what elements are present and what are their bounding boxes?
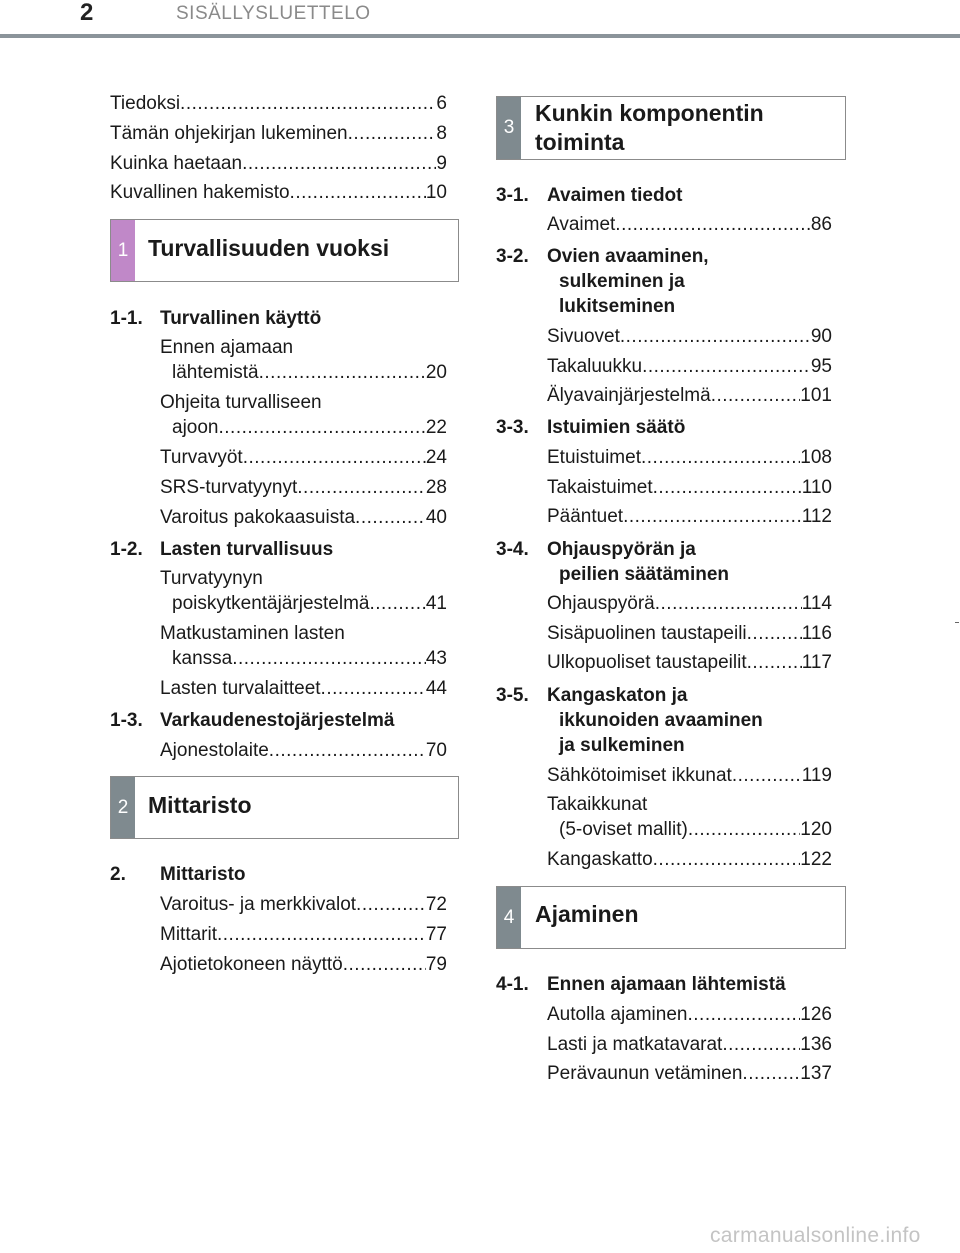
toc-entry[interactable]: Varoitus- ja merkkivalot ..... 72 xyxy=(160,893,447,917)
page-number: 2 xyxy=(80,0,94,26)
toc-entry-line[interactable]: Matkustaminen lasten xyxy=(160,623,345,644)
chapter-title[interactable]: peilien säätäminen xyxy=(559,564,730,585)
chapter-number: 3-4. xyxy=(496,539,529,560)
toc-entry[interactable]: lähtemistä ..... 20 xyxy=(172,361,447,385)
toc-entry[interactable]: Sisäpuolinen taustapeili ..... 116 xyxy=(547,622,832,646)
chapter-title[interactable]: ja sulkeminen xyxy=(559,735,685,756)
section-2-header[interactable] xyxy=(110,776,459,839)
toc-entry[interactable]: SRS-turvatyynyt ..... 28 xyxy=(160,476,447,500)
page-title: SISÄLLYSLUETTELO xyxy=(176,3,371,24)
toc-entry[interactable]: Avaimet ..... 86 xyxy=(547,213,832,237)
chapter-title[interactable]: Lasten turvallisuus xyxy=(160,539,334,560)
section-1-tab: 1 xyxy=(111,220,135,281)
chapter-number: 1-2. xyxy=(110,539,143,560)
toc-entry[interactable]: Ulkopuoliset taustapeilit ..... 117 xyxy=(547,651,832,675)
toc-entry[interactable]: Takaluukku ..... 95 xyxy=(547,355,832,379)
chapter-title[interactable]: Varkaudenestojärjestelmä xyxy=(160,710,395,731)
toc-entry[interactable]: Mittarit ..... 77 xyxy=(160,923,447,947)
toc-entry[interactable]: Takaistuimet ..... 110 xyxy=(547,476,832,500)
toc-entry[interactable]: Varoitus pakokaasuista ..... 40 xyxy=(160,506,447,530)
chapter-title[interactable]: Istuimien säätö xyxy=(547,417,686,438)
section-4-title: Ajaminen xyxy=(535,901,639,927)
toc-entry[interactable]: Ajonestolaite ..... 70 xyxy=(160,739,447,763)
chapter-number: 1-3. xyxy=(110,710,143,731)
chapter-title[interactable]: Ohjauspyörän ja xyxy=(547,539,696,560)
toc-entry[interactable]: ajoon ..... 22 xyxy=(172,416,447,440)
section-3-header[interactable] xyxy=(496,96,846,160)
chapter-title[interactable]: Mittaristo xyxy=(160,864,246,885)
toc-entry[interactable]: Tämän ohjekirjan lukeminen ..... 8 xyxy=(110,122,447,146)
toc-entry[interactable]: Älyavainjärjestelmä ..... 101 xyxy=(547,384,832,408)
toc-entry[interactable]: Pääntuet ..... 112 xyxy=(547,505,832,529)
toc-entry[interactable]: Lasten turvalaitteet ..... 44 xyxy=(160,677,447,701)
section-4-header[interactable] xyxy=(496,886,846,949)
watermark: carmanualsonline.info xyxy=(710,1224,921,1247)
toc-entry-line[interactable]: Ennen ajamaan xyxy=(160,337,294,358)
chapter-title[interactable]: sulkeminen ja xyxy=(559,271,685,292)
toc-entry[interactable]: Kangaskatto ..... 122 xyxy=(547,848,832,872)
chapter-number: 3-3. xyxy=(496,417,529,438)
section-3-title-line1: Kunkin komponentin xyxy=(535,100,764,126)
chapter-title[interactable]: Kangaskaton ja xyxy=(547,685,688,706)
chapter-title[interactable]: Turvallinen käyttö xyxy=(160,308,322,329)
toc-entry[interactable]: Kuinka haetaan ..... 9 xyxy=(110,152,447,176)
section-2-title: Mittaristo xyxy=(148,792,252,818)
chapter-number: 3-1. xyxy=(496,185,529,206)
toc-entry-line[interactable]: Turvatyynyn xyxy=(160,568,263,589)
toc-entry[interactable]: Turvavyöt ..... 24 xyxy=(160,446,447,470)
margin-mark xyxy=(955,622,959,623)
chapter-number: 3-2. xyxy=(496,246,529,267)
toc-entry-line[interactable]: Ohjeita turvalliseen xyxy=(160,392,322,413)
section-1-title: Turvallisuuden vuoksi xyxy=(148,235,390,261)
chapter-number: 3-5. xyxy=(496,685,529,706)
page-header xyxy=(0,0,960,38)
chapter-number: 1-1. xyxy=(110,308,143,329)
toc-entry[interactable]: Autolla ajaminen ..... 126 xyxy=(547,1003,832,1027)
toc-entry[interactable]: Etuistuimet ..... 108 xyxy=(547,446,832,470)
header-rule xyxy=(0,34,960,38)
toc-entry[interactable]: Ajotietokoneen näyttö ..... 79 xyxy=(160,953,447,977)
chapter-title[interactable]: Ennen ajamaan lähtemistä xyxy=(547,974,786,995)
toc-entry[interactable]: Perävaunun vetäminen ..... 137 xyxy=(547,1062,832,1086)
toc-entry[interactable]: poiskytkentäjärjestelmä ..... 41 xyxy=(172,592,447,616)
section-1-header[interactable] xyxy=(110,219,459,282)
toc-entry[interactable]: (5-oviset mallit) ..... 120 xyxy=(559,818,832,842)
chapter-number: 2. xyxy=(110,864,126,885)
section-2-tab: 2 xyxy=(111,777,135,838)
section-3-title-line2: toiminta xyxy=(535,129,625,155)
section-3-tab: 3 xyxy=(497,97,521,159)
toc-entry[interactable]: kanssa ..... 43 xyxy=(172,647,447,671)
toc-entry-line[interactable]: Takaikkunat xyxy=(547,794,648,815)
toc-entry[interactable]: Ohjauspyörä ..... 114 xyxy=(547,592,832,616)
chapter-title[interactable]: lukitseminen xyxy=(559,296,676,317)
chapter-title[interactable]: ikkunoiden avaaminen xyxy=(559,710,763,731)
toc-entry[interactable]: Kuvallinen hakemisto ..... 10 xyxy=(110,181,447,205)
chapter-number: 4-1. xyxy=(496,974,529,995)
section-4-tab: 4 xyxy=(497,887,521,948)
toc-entry[interactable]: Lasti ja matkatavarat ..... 136 xyxy=(547,1033,832,1057)
toc-entry[interactable]: Sivuovet ..... 90 xyxy=(547,325,832,349)
toc-entry[interactable]: Tiedoksi ..... 6 xyxy=(110,92,447,116)
chapter-title[interactable]: Ovien avaaminen, xyxy=(547,246,709,267)
toc-entry[interactable]: Sähkötoimiset ikkunat ..... 119 xyxy=(547,764,832,788)
chapter-title[interactable]: Avaimen tiedot xyxy=(547,185,683,206)
